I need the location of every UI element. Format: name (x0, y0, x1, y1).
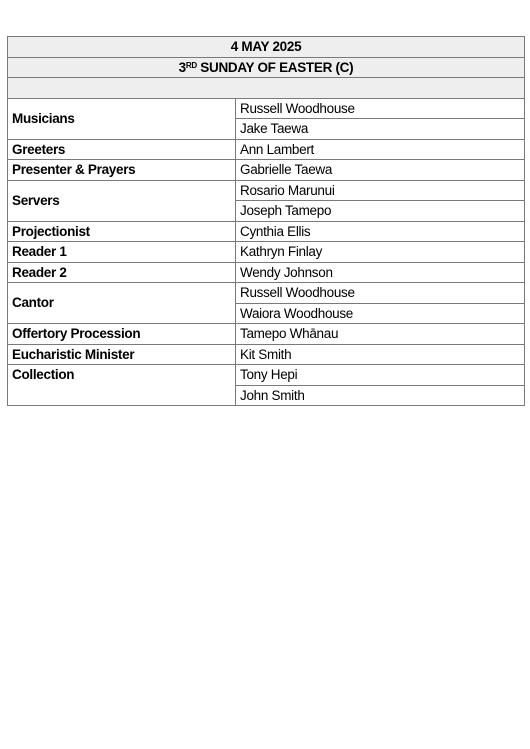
table-row (8, 160, 525, 181)
sunday-number: 3 (178, 59, 186, 75)
person-cell: Tony Hepi (236, 365, 525, 386)
role-cell: Collection (8, 365, 236, 406)
role-cell: Servers (8, 180, 236, 221)
table-row (8, 324, 525, 345)
role-cell: Projectionist (8, 221, 236, 242)
person-cell: Russell Woodhouse (236, 283, 525, 304)
person-cell: Waiora Woodhouse (236, 303, 525, 324)
person-cell: Cynthia Ellis (236, 221, 525, 242)
date-row (8, 37, 525, 58)
sunday-title: SUNDAY OF EASTER (C) (196, 59, 354, 75)
person-cell: Kathryn Finlay (236, 242, 525, 263)
person-cell: Wendy Johnson (236, 262, 525, 283)
title-row (8, 57, 525, 78)
table-row (8, 139, 525, 160)
sunday-heading (8, 57, 525, 78)
person-cell: Tamepo Whānau (236, 324, 525, 345)
role-cell: Cantor (8, 283, 236, 324)
table-row (8, 344, 525, 365)
table-row (8, 242, 525, 263)
person-cell: Russell Woodhouse (236, 98, 525, 119)
table-row (8, 262, 525, 283)
spacer-cell (8, 78, 525, 99)
table-row (8, 180, 525, 201)
role-cell: Reader 1 (8, 242, 236, 263)
person-cell: Jake Taewa (236, 119, 525, 140)
role-cell: Offertory Procession (8, 324, 236, 345)
table-row (8, 98, 525, 119)
person-cell: Ann Lambert (236, 139, 525, 160)
date-heading: 4 MAY 2025 (8, 37, 525, 58)
table-row (8, 283, 525, 304)
ordinal-suffix: RD (185, 60, 197, 70)
role-cell: Reader 2 (8, 262, 236, 283)
person-cell: Kit Smith (236, 344, 525, 365)
person-cell: John Smith (236, 385, 525, 406)
roster-table (7, 36, 525, 406)
table-row (8, 221, 525, 242)
role-cell: Eucharistic Minister (8, 344, 236, 365)
person-cell: Rosario Marunui (236, 180, 525, 201)
table-row (8, 365, 525, 386)
role-cell: Presenter & Prayers (8, 160, 236, 181)
role-cell: Musicians (8, 98, 236, 139)
person-cell: Joseph Tamepo (236, 201, 525, 222)
person-cell: Gabrielle Taewa (236, 160, 525, 181)
role-cell: Greeters (8, 139, 236, 160)
spacer-row (8, 78, 525, 99)
